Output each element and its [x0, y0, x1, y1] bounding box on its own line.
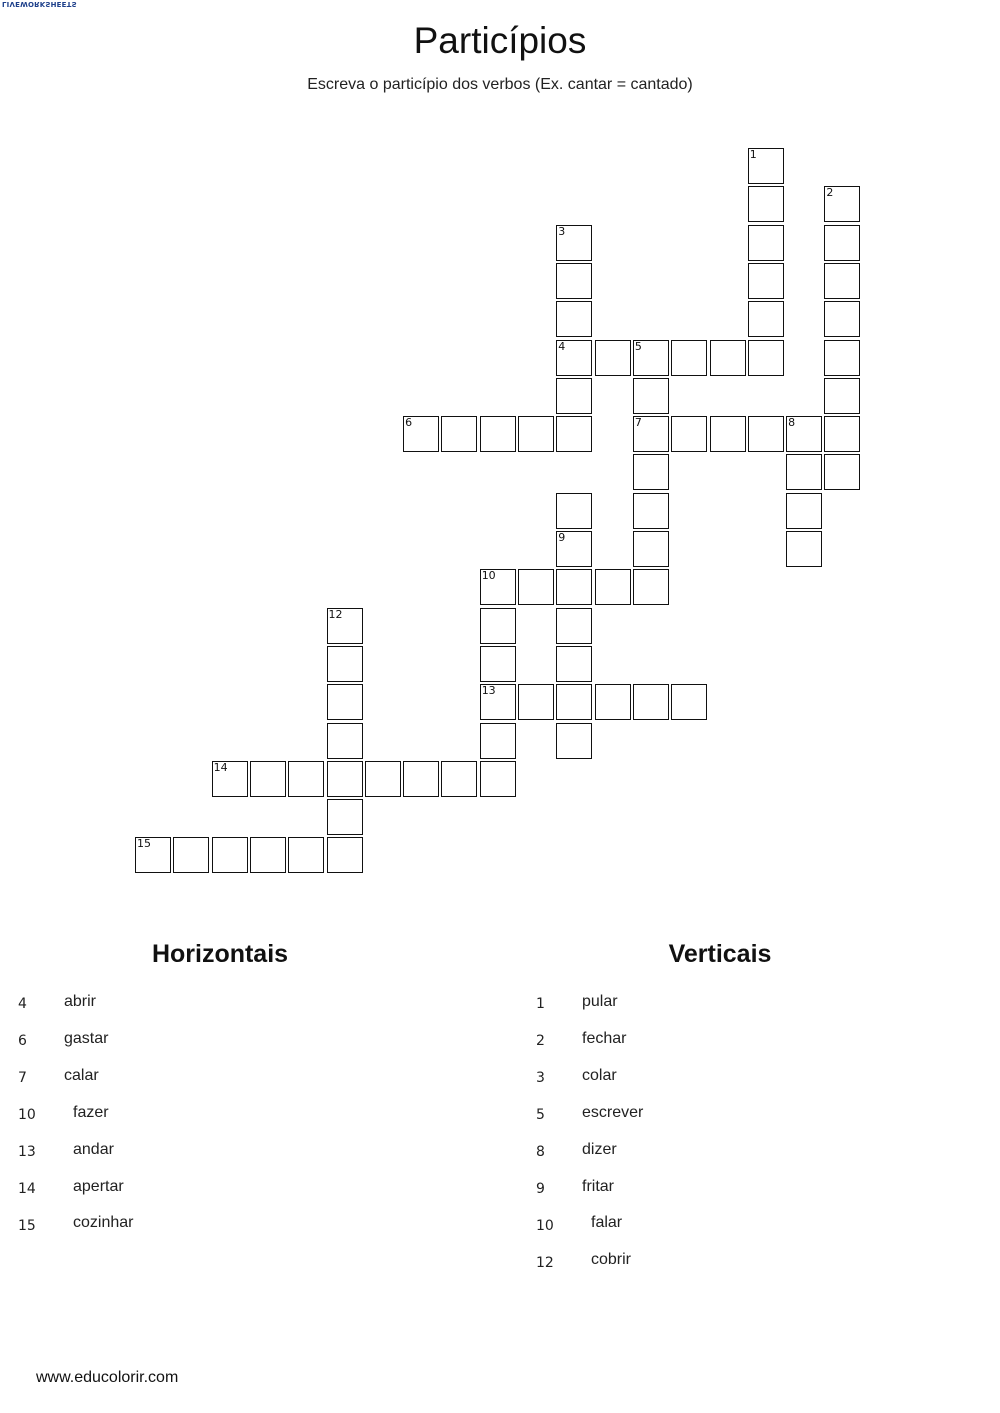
crossword-cell[interactable]	[480, 416, 516, 452]
clue-number-label: 6	[405, 416, 413, 430]
clue-word: apertar	[73, 1178, 124, 1195]
clue-number: 12	[536, 1255, 554, 1271]
clue-word: calar	[64, 1067, 99, 1084]
crossword-cell[interactable]	[786, 416, 822, 452]
crossword-cell[interactable]	[212, 761, 248, 797]
crossword-cell[interactable]	[556, 301, 592, 337]
crossword-cell[interactable]	[480, 569, 516, 605]
clue-number: 5	[536, 1107, 545, 1123]
crossword-cell[interactable]	[480, 761, 516, 797]
clue-word: abrir	[64, 993, 97, 1010]
crossword-cell[interactable]	[748, 301, 784, 337]
crossword-cell[interactable]	[403, 416, 439, 452]
crossword-cell[interactable]	[480, 608, 516, 644]
crossword-cell[interactable]	[595, 684, 631, 720]
crossword-cell[interactable]	[556, 608, 592, 644]
crossword-cell[interactable]	[556, 531, 592, 567]
footer-website: www.educolorir.com	[36, 1369, 179, 1386]
clue-number-label: 9	[558, 531, 566, 544]
clue-word: colar	[582, 1067, 617, 1084]
crossword-cell[interactable]	[327, 646, 363, 682]
crossword-cell[interactable]	[518, 684, 554, 720]
crossword-cell[interactable]	[288, 761, 324, 797]
clue-word: fazer	[73, 1104, 109, 1121]
clue-word: fritar	[582, 1178, 614, 1195]
clue-number-label: 15	[137, 837, 151, 851]
crossword-cell[interactable]	[441, 416, 477, 452]
crossword-cell[interactable]	[556, 225, 592, 261]
clue-number-label: 2	[826, 186, 834, 200]
crossword-cell[interactable]	[556, 646, 592, 682]
crossword-cell[interactable]	[824, 340, 860, 376]
crossword-cell[interactable]	[671, 684, 707, 720]
page-subtitle: Escreva o particípio dos verbos (Ex. cantar = cantado)	[307, 76, 693, 93]
crossword-cell[interactable]	[327, 799, 363, 835]
crossword-cell[interactable]	[748, 186, 784, 222]
crossword-cell[interactable]	[556, 723, 592, 759]
crossword-cell[interactable]	[824, 454, 860, 490]
clue-number: 8	[536, 1144, 545, 1160]
crossword-cell[interactable]	[173, 837, 209, 873]
clue-word: cozinhar	[73, 1214, 134, 1231]
clue-word: andar	[73, 1141, 114, 1158]
clue-number: 15	[18, 1218, 36, 1234]
crossword-cell[interactable]	[633, 454, 669, 490]
crossword-cell[interactable]	[748, 416, 784, 452]
crossword-cell[interactable]	[365, 761, 401, 797]
crossword-cell[interactable]	[480, 646, 516, 682]
crossword-cell[interactable]	[556, 263, 592, 299]
crossword-cell[interactable]	[212, 837, 248, 873]
crossword-cell[interactable]	[633, 340, 669, 376]
crossword-cell[interactable]	[671, 416, 707, 452]
crossword-cell[interactable]	[595, 569, 631, 605]
clue-number: 4	[18, 996, 27, 1012]
clue-number-label: 12	[328, 607, 343, 621]
clue-number: 3	[536, 1070, 545, 1086]
clue-number: 10	[18, 1107, 36, 1123]
crossword-cell[interactable]	[710, 340, 746, 376]
crossword-cell[interactable]	[633, 569, 669, 605]
crossword-cell[interactable]	[518, 569, 554, 605]
crossword-cell[interactable]	[250, 761, 286, 797]
crossword-cell[interactable]	[556, 569, 592, 605]
crossword-cell[interactable]	[441, 761, 477, 797]
crossword-cell[interactable]	[327, 723, 363, 759]
clue-number-label: 1	[749, 148, 757, 161]
crossword-cell[interactable]	[556, 416, 592, 452]
crossword-cell[interactable]	[786, 454, 822, 490]
clue-number-label: 3	[558, 224, 566, 238]
crossword-cell[interactable]	[595, 340, 631, 376]
clue-number: 10	[536, 1218, 554, 1234]
clue-number-label: 4	[558, 339, 566, 353]
liveworksheets-logo: LIVEWORKSHEETS	[2, 0, 77, 8]
crossword-cell[interactable]	[327, 837, 363, 873]
crossword-cell[interactable]	[824, 263, 860, 299]
clue-word: dizer	[582, 1141, 617, 1158]
crossword-cell[interactable]	[633, 684, 669, 720]
crossword-cell[interactable]	[518, 416, 554, 452]
crossword-cell[interactable]	[786, 531, 822, 567]
clue-word: cobrir	[591, 1251, 632, 1268]
crossword-cell[interactable]	[480, 684, 516, 720]
clue-number-label: 10	[481, 569, 496, 583]
clue-number-label: 13	[481, 684, 496, 698]
clue-number: 14	[18, 1181, 36, 1197]
crossword-cell[interactable]	[786, 493, 822, 529]
crossword-cell[interactable]	[556, 493, 592, 529]
crossword-cell[interactable]	[250, 837, 286, 873]
crossword-cell[interactable]	[633, 378, 669, 414]
clue-number: 7	[18, 1070, 27, 1086]
crossword-cell[interactable]	[327, 684, 363, 720]
verticais-heading: Verticais	[668, 940, 772, 968]
crossword-cell[interactable]	[824, 416, 860, 452]
clue-word: falar	[591, 1214, 623, 1231]
clue-word: escrever	[582, 1104, 644, 1121]
crossword-cell[interactable]	[633, 531, 669, 567]
crossword-cell[interactable]	[824, 225, 860, 261]
crossword-cell[interactable]	[135, 837, 171, 873]
crossword-cell[interactable]	[556, 378, 592, 414]
crossword-cell[interactable]	[748, 263, 784, 299]
horizontais-heading: Horizontais	[151, 940, 289, 968]
crossword-cell[interactable]	[403, 761, 439, 797]
crossword-cell[interactable]	[288, 837, 324, 873]
crossword-cell[interactable]	[748, 340, 784, 376]
crossword-cell[interactable]	[710, 416, 746, 452]
crossword-cell[interactable]	[556, 340, 592, 376]
crossword-cell[interactable]	[327, 608, 363, 644]
crossword-cell[interactable]	[824, 186, 860, 222]
crossword-cell[interactable]	[556, 684, 592, 720]
clue-word: fechar	[582, 1030, 627, 1047]
clue-word: gastar	[64, 1030, 109, 1047]
clue-number-label: 5	[634, 339, 642, 353]
crossword-cell[interactable]	[748, 225, 784, 261]
crossword-cell[interactable]	[824, 378, 860, 414]
crossword-cell[interactable]	[633, 493, 669, 529]
clue-number-label: 14	[213, 760, 228, 774]
crossword-cell[interactable]	[748, 148, 784, 184]
clue-number: 2	[536, 1033, 545, 1049]
clue-number-label: 8	[788, 416, 796, 430]
clue-number: 9	[536, 1181, 545, 1197]
crossword-cell[interactable]	[327, 761, 363, 797]
crossword-cell[interactable]	[633, 416, 669, 452]
crossword-cell[interactable]	[480, 723, 516, 759]
clue-number: 6	[18, 1033, 27, 1049]
clue-number: 13	[18, 1144, 36, 1160]
page-title: Particípios	[413, 20, 587, 61]
clue-word: pular	[582, 993, 618, 1010]
crossword-cell[interactable]	[671, 340, 707, 376]
clue-number: 1	[536, 996, 545, 1012]
clue-number-label: 7	[634, 416, 642, 430]
crossword-cell[interactable]	[824, 301, 860, 337]
